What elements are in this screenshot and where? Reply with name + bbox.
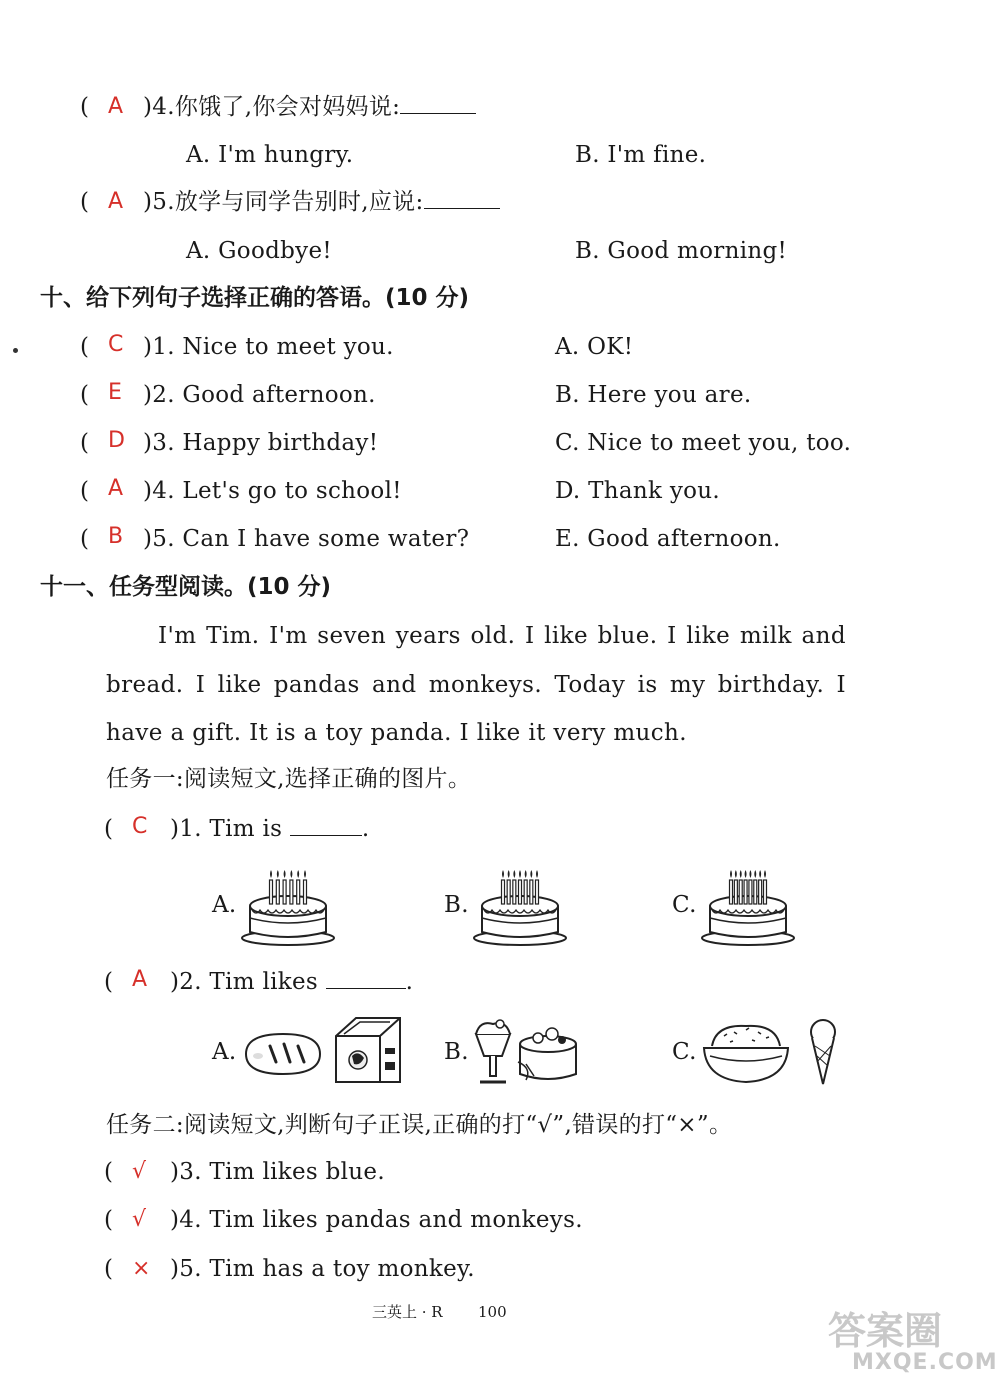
bread-icon [240,1026,326,1082]
question-stem: )5.放学与同学告别时,应说: [143,187,500,217]
option-label: B. [444,1039,469,1065]
option-label: A. [212,1039,237,1065]
question-stem: )4.你饿了,你会对妈妈说: [143,92,476,122]
question-text: )3. Happy birthday! [143,430,379,456]
candle [749,880,752,904]
option-a: A. I'm hungry. [186,142,354,168]
birthday-cake-icon [472,858,568,948]
candle-flame [277,870,279,878]
option-text: B. Here you are. [555,382,752,408]
option-label: A. [212,892,237,918]
ice-cream-icon [806,1016,840,1088]
page-number: 100 [478,1303,507,1321]
candle-flame [745,870,747,878]
answer-mark: × [132,1256,151,1281]
candle [276,880,279,904]
answer-mark: C [132,814,148,839]
question-text: )5. Tim has a toy monkey. [170,1256,475,1282]
candle-flame [530,870,532,878]
candle [730,880,733,904]
candle-flame [740,870,742,878]
candle-flame [284,870,286,878]
question-stem: )2. Tim likes . [170,969,414,995]
candle [290,880,293,904]
footer-label: 三英上 · R [372,1303,443,1321]
candle-flame [764,870,766,878]
answer-paren: ( [80,94,89,120]
candle [507,880,510,904]
answer-mark: A [108,94,124,119]
question-text: )1. Nice to meet you. [143,334,394,360]
stray-dot [13,348,18,353]
fruit-cake-icon [512,1016,584,1088]
section-10-title: 十、给下列句子选择正确的答语。(10 分) [40,285,470,311]
candle-flame [304,870,306,878]
candle-flame [297,870,299,878]
candle [297,880,300,904]
candle [519,880,522,904]
candle [513,880,516,904]
candle-flame [508,870,510,878]
candle-flame [735,870,737,878]
answer-mark: A [108,189,124,214]
birthday-cake-icon [240,858,336,948]
answer-mark: E [108,380,122,405]
birthday-cake-icon [700,858,796,948]
candle-flame [519,870,521,878]
candle [764,880,767,904]
question-text: )2. Good afternoon. [143,382,376,408]
question-text: )4. Tim likes pandas and monkeys. [170,1207,583,1233]
candle [744,880,747,904]
answer-mark: √ [132,1207,147,1232]
question-text: )4. Let's go to school! [143,478,402,504]
candle [304,880,307,904]
candle-flame [749,870,751,878]
candle [754,880,757,904]
candle [530,880,533,904]
watermark-site: MXQE.COM [852,1350,998,1375]
answer-mark: A [108,476,124,501]
question-text: )5. Can I have some water? [143,526,470,552]
candle [759,880,762,904]
candle-flame [525,870,527,878]
answer-paren: ( [80,189,89,215]
question-text: )3. Tim likes blue. [170,1159,385,1185]
answer-mark: A [132,967,148,992]
candle-flame [502,870,504,878]
reading-passage: I'm Tim. I'm seven years old. I like blue. I like milk and bread. I like pandas and monkeys. Today is my birthday. I have a gift. It is a toy panda. I like it very much. [106,623,846,746]
task-2-title: 任务二:阅读短文,判断句子正误,正确的打“√”,错误的打“×”。 [106,1112,733,1138]
milk-carton-icon [330,1012,406,1088]
candle-flame [754,870,756,878]
candle-flame [513,870,515,878]
milkshake-icon [470,1016,516,1088]
option-text: A. OK! [555,334,634,360]
answer-mark: √ [132,1159,147,1184]
option-b: B. I'm fine. [575,142,707,168]
option-label: C. [672,1039,697,1065]
section-11-title: 十一、任务型阅读。(10 分) [40,574,332,600]
candle-flame [290,870,292,878]
option-a: A. Goodbye! [186,238,332,264]
candle [536,880,539,904]
candle [739,880,742,904]
answer-mark: C [108,332,124,357]
option-b: B. Good morning! [575,238,788,264]
candle [734,880,737,904]
candle [270,880,273,904]
candle-flame [536,870,538,878]
option-text: D. Thank you. [555,478,721,504]
candle [283,880,286,904]
question-stem: )1. Tim is . [170,816,370,842]
option-text: C. Nice to meet you, too. [555,430,852,456]
watermark-logo: 答案圈 [828,1309,943,1353]
candle-flame [730,870,732,878]
answer-mark: D [108,428,125,453]
candle-flame [759,870,761,878]
rice-bowl-icon [700,1018,792,1088]
answer-mark: B [108,524,124,549]
option-label: C. [672,892,697,918]
option-label: B. [444,892,469,918]
task-1-title: 任务一:阅读短文,选择正确的图片。 [106,766,472,792]
candle [524,880,527,904]
option-text: E. Good afternoon. [555,526,781,552]
candle [502,880,505,904]
candle-flame [270,870,272,878]
